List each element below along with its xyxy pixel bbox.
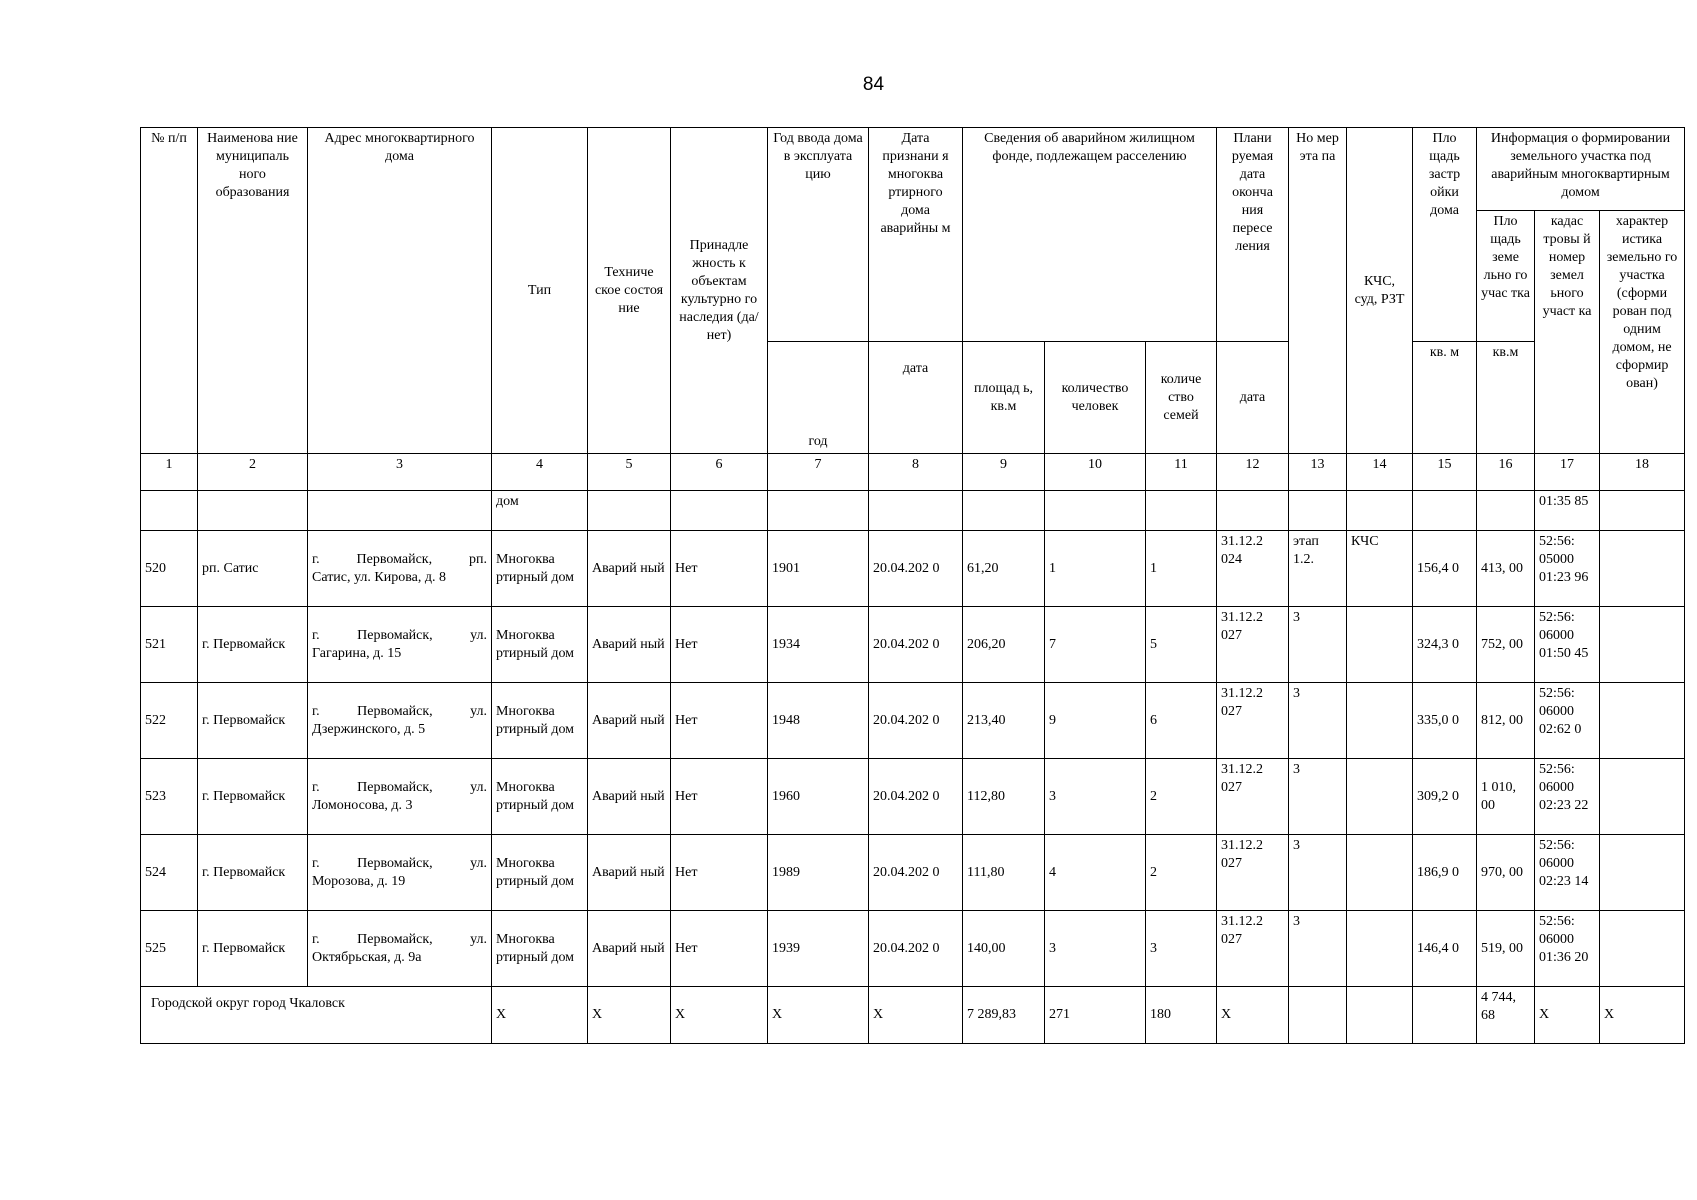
row-heritage: Нет [671,531,768,607]
total-type: X [492,987,588,1044]
row-people: 4 [1045,835,1146,911]
row-heritage: Нет [671,607,768,683]
row-address-line2: Октябрьская, д. 9а [312,949,422,965]
row-type: Многоква ртирный дом [492,531,588,607]
emergency-housing-table [140,127,1685,1044]
total-people: 271 [1045,987,1146,1044]
row-address-line2: Гагарина, д. 15 [312,645,402,661]
row-people: 3 [1045,759,1146,835]
total-heritage: X [671,987,768,1044]
row-land-area: 413, 00 [1477,531,1535,607]
row-type: Многоква ртирный дом [492,835,588,911]
row-municipality: г. Первомайск [198,835,308,911]
row-type: Многоква ртирный дом [492,759,588,835]
column-numbers-row [141,454,1685,491]
header-address: Адрес многоквартирного дома [308,128,492,454]
row-address [308,835,492,911]
row-area: 111,80 [963,835,1045,911]
row-type: Многоква ртирный дом [492,607,588,683]
row-address-line1: г. Первомайск, рп. [312,551,487,567]
row-address-line2: Морозова, д. 19 [312,873,406,889]
page-number: 84 [862,74,885,95]
row-end-date: 31.12.2 027 [1217,835,1289,911]
column-number: 3 [308,454,492,491]
row-address-line2: Ломоносова, д. 3 [312,797,413,813]
row-characteristic [1600,683,1685,759]
row-address [308,531,492,607]
row-families: 6 [1146,683,1217,759]
row-address [308,683,492,759]
header-year: Год ввода дома в эксплуата цию [768,128,869,342]
row-stage: 3 [1289,835,1347,911]
row-families: 2 [1146,759,1217,835]
row-end-date: 31.12.2 027 [1217,683,1289,759]
row-address [308,911,492,987]
column-number: 6 [671,454,768,491]
table-row [141,835,1685,911]
row-families: 3 [1146,911,1217,987]
row-recognition-date: 20.04.202 0 [869,683,963,759]
total-date: X [869,987,963,1044]
row-year: 1934 [768,607,869,683]
row-end-date: 31.12.2 027 [1217,759,1289,835]
header-land-info: Информация о формировании земельного участка под аварийным многоквартирным домом [1477,128,1685,211]
table-row [141,683,1685,759]
row-cadastral: 52:56: 05000 01:23 96 [1535,531,1600,607]
row-characteristic [1600,531,1685,607]
row-cadastral: 52:56: 06000 02:23 14 [1535,835,1600,911]
row-year: 1901 [768,531,869,607]
column-number: 4 [492,454,588,491]
row-land-area: 970, 00 [1477,835,1535,911]
header-people-unit: количество человек [1045,342,1146,454]
column-number: 12 [1217,454,1289,491]
header-heritage: Принадле жность к объектам культурно го наследия (да/нет) [671,128,768,454]
table-row [141,531,1685,607]
header-area-unit: площад ь, кв.м [963,342,1045,454]
row-land-area: 1 010, 00 [1477,759,1535,835]
row-state: Аварий ный [588,835,671,911]
row-characteristic [1600,911,1685,987]
row-land-area: 752, 00 [1477,607,1535,683]
row-number: 524 [141,835,198,911]
row-area: 213,40 [963,683,1045,759]
row-characteristic [1600,759,1685,835]
row-address-line1: г. Первомайск, ул. [312,855,487,871]
cont-cadastral: 01:35 85 [1535,491,1600,531]
column-number: 2 [198,454,308,491]
header-end-date-unit: дата [1217,342,1289,454]
row-recognition-date: 20.04.202 0 [869,759,963,835]
row-recognition-date: 20.04.202 0 [869,607,963,683]
header-municipality: Наименова ние муниципаль ного образования [198,128,308,454]
row-address [308,607,492,683]
row-end-date: 31.12.2 024 [1217,531,1289,607]
row-end-date: 31.12.2 027 [1217,911,1289,987]
row-heritage: Нет [671,911,768,987]
row-heritage: Нет [671,759,768,835]
row-address-line2: Сатис, ул. Кирова, д. 8 [312,569,446,585]
column-number: 5 [588,454,671,491]
column-number: 7 [768,454,869,491]
header-families-unit: количе ство семей [1146,342,1217,454]
row-characteristic [1600,607,1685,683]
total-cadastral: X [1535,987,1600,1044]
header-recognition-date: Дата признани я многоква ртирного дома аварийны м [869,128,963,342]
cont-type: дом [492,491,588,531]
row-building-area: 186,9 0 [1413,835,1477,911]
row-address-line1: г. Первомайск, ул. [312,931,487,947]
row-area: 140,00 [963,911,1045,987]
header-emergency-housing: Сведения об аварийном жилищном фонде, подлежащем расселению [963,128,1217,342]
row-heritage: Нет [671,683,768,759]
column-number: 8 [869,454,963,491]
row-stage: 3 [1289,911,1347,987]
row-state: Аварий ный [588,911,671,987]
row-stage: 3 [1289,759,1347,835]
row-people: 7 [1045,607,1146,683]
row-kchs: КЧС [1347,531,1413,607]
column-number: 13 [1289,454,1347,491]
row-cadastral: 52:56: 06000 02:23 22 [1535,759,1600,835]
row-year: 1948 [768,683,869,759]
row-number: 522 [141,683,198,759]
row-people: 1 [1045,531,1146,607]
column-number: 14 [1347,454,1413,491]
row-address [308,759,492,835]
row-address-line1: г. Первомайск, ул. [312,703,487,719]
header-land-characteristic: характер истика земельно го участка (сформи рован под одним домом, не сформир ован) [1600,211,1685,454]
row-kchs [1347,911,1413,987]
header-building-area: Пло щадь застр ойки дома [1413,128,1477,342]
table-row [141,759,1685,835]
column-number: 15 [1413,454,1477,491]
row-cadastral: 52:56: 06000 01:50 45 [1535,607,1600,683]
row-stage: 3 [1289,607,1347,683]
row-families: 2 [1146,835,1217,911]
total-families: 180 [1146,987,1217,1044]
row-area: 206,20 [963,607,1045,683]
row-people: 9 [1045,683,1146,759]
row-number: 520 [141,531,198,607]
row-year: 1960 [768,759,869,835]
row-number: 525 [141,911,198,987]
column-number: 17 [1535,454,1600,491]
row-building-area: 324,3 0 [1413,607,1477,683]
row-municipality: г. Первомайск [198,911,308,987]
row-building-area: 335,0 0 [1413,683,1477,759]
row-families: 1 [1146,531,1217,607]
total-state: X [588,987,671,1044]
row-building-area: 146,4 0 [1413,911,1477,987]
row-stage: этап 1.2. [1289,531,1347,607]
row-recognition-date: 20.04.202 0 [869,835,963,911]
row-number: 523 [141,759,198,835]
row-municipality: г. Первомайск [198,759,308,835]
row-area: 61,20 [963,531,1045,607]
continuation-row [141,491,1685,531]
header-kchs: КЧС, суд, РЗТ [1347,128,1413,454]
header-land-area-unit: кв.м [1477,342,1535,454]
header-technical-state: Техниче ское состоя ние [588,128,671,454]
row-end-date: 31.12.2 027 [1217,607,1289,683]
row-recognition-date: 20.04.202 0 [869,911,963,987]
column-number: 16 [1477,454,1535,491]
row-cadastral: 52:56: 06000 02:62 0 [1535,683,1600,759]
row-state: Аварий ный [588,607,671,683]
row-kchs [1347,759,1413,835]
row-type: Многоква ртирный дом [492,911,588,987]
row-land-area: 519, 00 [1477,911,1535,987]
header-planned-end-date: Плани руемая дата оконча ния пересе ления [1217,128,1289,342]
header-type: Тип [492,128,588,454]
row-families: 5 [1146,607,1217,683]
row-stage: 3 [1289,683,1347,759]
column-number: 18 [1600,454,1685,491]
row-state: Аварий ный [588,683,671,759]
total-label: Городской округ город Чкаловск [141,987,492,1044]
row-address-line1: г. Первомайск, ул. [312,779,487,795]
total-end-date: X [1217,987,1289,1044]
row-state: Аварий ный [588,759,671,835]
total-area: 7 289,83 [963,987,1045,1044]
row-cadastral: 52:56: 06000 01:36 20 [1535,911,1600,987]
total-characteristic: X [1600,987,1685,1044]
row-municipality: г. Первомайск [198,607,308,683]
header-stage-number: Но мер эта па [1289,128,1347,454]
header-date-unit: дата [869,342,963,454]
column-number: 10 [1045,454,1146,491]
row-municipality: г. Первомайск [198,683,308,759]
column-number: 9 [963,454,1045,491]
row-type: Многоква ртирный дом [492,683,588,759]
row-building-area: 156,4 0 [1413,531,1477,607]
row-kchs [1347,683,1413,759]
header-number: № п/п [141,128,198,454]
header-year-unit: год [768,342,869,454]
row-year: 1989 [768,835,869,911]
row-state: Аварий ный [588,531,671,607]
header-land-area: Пло щадь земе льно го учас тка [1477,211,1535,342]
row-address-line1: г. Первомайск, ул. [312,627,487,643]
column-number: 1 [141,454,198,491]
table-row [141,911,1685,987]
row-recognition-date: 20.04.202 0 [869,531,963,607]
row-kchs [1347,607,1413,683]
row-municipality: рп. Сатис [198,531,308,607]
row-people: 3 [1045,911,1146,987]
row-land-area: 812, 00 [1477,683,1535,759]
header-building-area-unit: кв. м [1413,342,1477,454]
row-year: 1939 [768,911,869,987]
header-cadastral: кадас тровы й номер земел ьного участ ка [1535,211,1600,454]
row-address-line2: Дзержинского, д. 5 [312,721,426,737]
row-kchs [1347,835,1413,911]
total-year: X [768,987,869,1044]
total-row [141,987,1685,1044]
row-building-area: 309,2 0 [1413,759,1477,835]
row-area: 112,80 [963,759,1045,835]
table-row [141,607,1685,683]
row-characteristic [1600,835,1685,911]
column-number: 11 [1146,454,1217,491]
row-heritage: Нет [671,835,768,911]
total-land-area: 4 744, 68 [1477,987,1535,1044]
row-number: 521 [141,607,198,683]
